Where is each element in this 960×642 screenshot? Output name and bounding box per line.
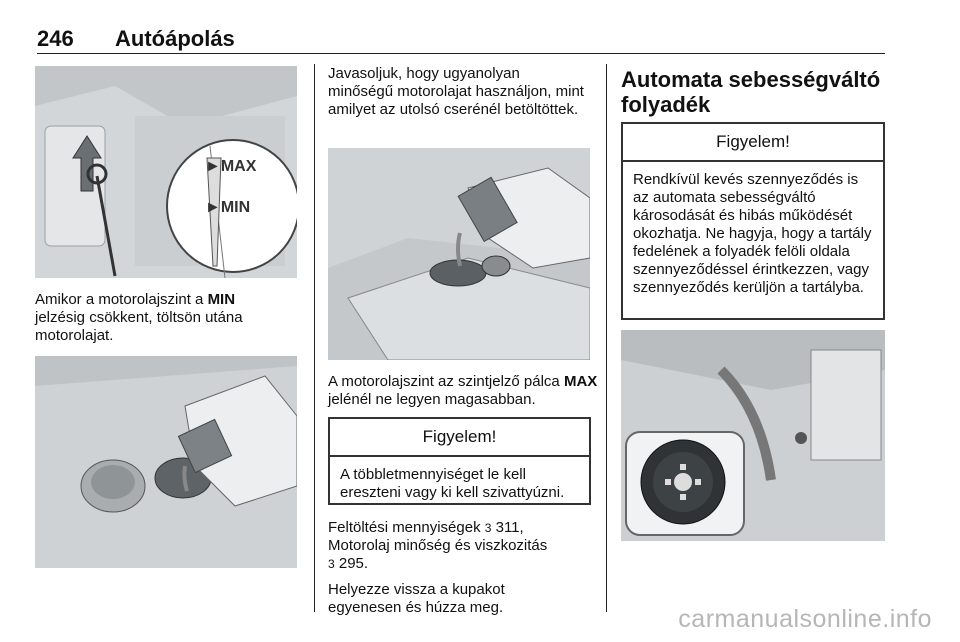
oil-pour-illustration <box>328 148 590 360</box>
watermark: carmanualsonline.info <box>678 605 932 633</box>
page-number: 246 <box>37 26 74 51</box>
column-divider-2 <box>606 64 607 612</box>
dipstick-max-label: ►MAX <box>205 158 257 175</box>
dipstick-illustration <box>35 66 297 278</box>
header-rule <box>37 53 885 54</box>
page-title: Autóápolás <box>115 26 235 51</box>
notice-title: Figyelem! <box>330 419 589 457</box>
col2-paragraph-1: Javasoljuk, hogy ugyanolyan minőségű motorolajat használjon, mint amilyet az utolsó cserénél betöltöttek. <box>328 65 584 118</box>
reference-arrow-icon: 3 <box>484 521 492 535</box>
transmission-fluid-cap-illustration <box>621 330 885 541</box>
notice-box-1 <box>328 417 591 505</box>
col2-paragraph-2: A motorolajszint az szintjelző pálca MAX jelénél ne legyen magasabban. <box>328 373 598 408</box>
page-reference[interactable]: 295 <box>338 555 364 572</box>
notice-body: A többletmennyiséget le kell ereszteni vagy ki kell szivattyúzni. <box>340 466 565 501</box>
oil-filling-illustration <box>35 356 297 568</box>
dipstick-min-label: ►MIN <box>205 199 251 216</box>
page-reference[interactable]: 311 <box>495 519 520 536</box>
section-title: Automata sebességváltó folyadék <box>621 67 881 117</box>
col2-paragraph-4: Helyezze vissza a kupakot egyenesen és húzza meg. <box>328 581 505 616</box>
notice-title: Figyelem! <box>623 124 883 162</box>
col1-paragraph: Amikor a motorolajszint a MIN jelzésig csökkent, töltsön utána motorolajat. <box>35 291 243 344</box>
col2-paragraph-3: Feltöltési mennyiségek 3 311, Motorolaj minőség és viszkozitás 3 295. <box>328 519 548 572</box>
triangle-pointer-icon: ► <box>205 158 221 175</box>
notice-body: Rendkívül kevés szennyeződés is az automata sebességváltó károsodását és hibás működését okozhatja. Ne hagyja, hogy a tartály fedelének a folyadék felöli oldala szennyeződéssel érintkezzen, vagy szennyeződés kerüljön a tartályba. <box>633 171 872 296</box>
triangle-pointer-icon: ► <box>205 199 221 216</box>
column-divider-1 <box>314 64 315 612</box>
reference-arrow-icon: 3 <box>328 557 335 571</box>
notice-box-2 <box>621 122 885 320</box>
